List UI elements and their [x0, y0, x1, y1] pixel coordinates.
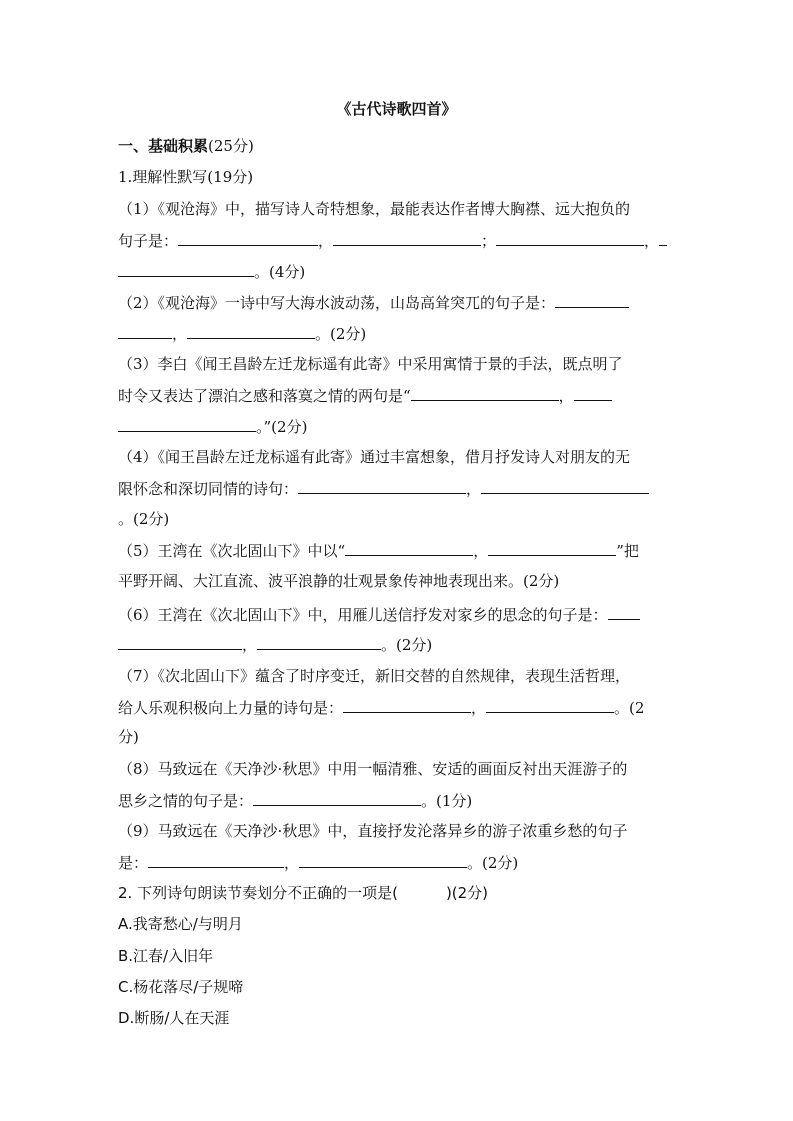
- separator: ，: [466, 480, 482, 498]
- item-7-line-3: 分): [118, 728, 139, 746]
- item-4-prompt: 限怀念和深切同情的诗句：: [118, 480, 299, 498]
- separator: ，: [242, 636, 258, 654]
- option-b[interactable]: B.江春/入旧年: [118, 947, 214, 965]
- answer-blank[interactable]: [659, 230, 667, 246]
- section-score: (25分): [208, 137, 254, 155]
- option-c[interactable]: C.杨花落尽/子规啼: [118, 978, 244, 996]
- answer-blank[interactable]: [555, 292, 629, 308]
- item-9-line-2: [118, 852, 518, 874]
- item-6-prompt: （6）王湾在《次北固山下》中，用雁儿送信抒发对家乡的思念的句子是：: [118, 606, 608, 624]
- item-2-prompt: （2）《观沧海》一诗中写大海水波动荡，山岛高耸突兀的句子是：: [118, 294, 556, 312]
- item-2-line-1: [118, 292, 629, 314]
- item-4-line-1: （4）《闻王昌龄左迁龙标遥有此寄》通过丰富想象，借月抒发诗人对朋友的无: [118, 448, 631, 466]
- separator: ，: [473, 542, 489, 560]
- item-5-line-1: [118, 540, 639, 562]
- answer-blank[interactable]: [253, 790, 421, 806]
- item-3-line-1: （3）李白《闻王昌龄左迁龙标遥有此寄》中采用寓情于景的手法，既点明了: [118, 355, 623, 373]
- answer-blank[interactable]: [257, 634, 381, 650]
- answer-blank[interactable]: [333, 230, 481, 246]
- item-3-line-3: [118, 416, 307, 438]
- question-2-score: )(2分): [445, 884, 489, 902]
- option-a[interactable]: A.我寄愁心/与明月: [118, 915, 243, 933]
- item-1-line-2: [118, 230, 667, 252]
- item-5-suffix: ”把: [616, 542, 639, 560]
- question-1-heading: 1.理解性默写(19分): [118, 168, 254, 186]
- separator: ，: [284, 854, 300, 872]
- answer-blank[interactable]: [118, 634, 242, 650]
- item-6-line-1: [118, 604, 640, 626]
- answer-blank[interactable]: [496, 230, 644, 246]
- answer-blank[interactable]: [345, 540, 473, 556]
- separator: ，: [318, 232, 334, 250]
- answer-blank[interactable]: [299, 852, 467, 868]
- item-8-prompt: 思乡之情的句子是：: [118, 792, 254, 810]
- answer-blank[interactable]: [481, 478, 649, 494]
- item-5-line-2: 平野开阔、大江直流、波平浪静的壮观景象传神地表现出来。(2分): [118, 572, 560, 590]
- answer-blank[interactable]: [118, 323, 172, 339]
- item-9-line-1: （9）马致远在《天净沙·秋思》中，直接抒发沦落异乡的游子浓重乡愁的句子: [118, 822, 628, 840]
- item-1-line-3: [118, 261, 305, 283]
- answer-blank[interactable]: [118, 261, 254, 277]
- answer-blank[interactable]: [187, 323, 315, 339]
- item-score: 。(2分): [381, 636, 433, 654]
- answer-blank[interactable]: [178, 230, 318, 246]
- item-5-prompt: （5）王湾在《次北固山下》中以“: [118, 542, 346, 560]
- answer-blank[interactable]: [343, 697, 471, 713]
- item-1-prompt: 句子是：: [118, 232, 179, 250]
- answer-blank[interactable]: [488, 540, 616, 556]
- option-d[interactable]: D.断肠/人在天涯: [118, 1009, 230, 1027]
- answer-blank[interactable]: [411, 385, 559, 401]
- item-score: 。(2: [614, 699, 645, 717]
- item-3-line-2: [118, 385, 612, 407]
- item-8-line-1: （8）马致远在《天净沙·秋思》中用一幅清雅、安适的画面反衬出天涯游子的: [118, 760, 628, 778]
- separator: ；: [481, 232, 497, 250]
- item-4-line-2: [118, 478, 649, 500]
- answer-blank[interactable]: [486, 697, 614, 713]
- page-title: 《古代诗歌四首》: [336, 100, 457, 118]
- item-6-line-2: [118, 634, 432, 656]
- item-score: 。(4分): [254, 263, 306, 281]
- item-7-line-2: [118, 697, 644, 719]
- separator: ，: [644, 232, 660, 250]
- section-heading: [118, 136, 254, 158]
- separator: ，: [471, 699, 487, 717]
- item-score: 。(2分): [315, 325, 367, 343]
- answer-blank[interactable]: [608, 604, 640, 620]
- item-1-line-1: （1）《观沧海》中，描写诗人奇特想象，最能表达作者博大胸襟、远大抱负的: [118, 200, 631, 218]
- answer-blank[interactable]: [118, 416, 256, 432]
- item-score: 。(2分): [467, 854, 519, 872]
- item-7-line-1: （7）《次北固山下》蕴含了时序变迁，新旧交替的自然规律，表现生活哲理，: [118, 667, 631, 685]
- item-score: 。”(2分): [256, 418, 308, 436]
- item-3-prompt: 时令又表达了漂泊之感和落寞之情的两句是“: [118, 387, 411, 405]
- item-4-line-3: 。(2分): [118, 510, 170, 528]
- answer-blank[interactable]: [298, 478, 466, 494]
- item-7-prompt: 给人乐观积极向上力量的诗句是：: [118, 699, 344, 717]
- separator: ，: [172, 325, 188, 343]
- answer-blank[interactable]: [148, 852, 284, 868]
- question-2-stem: [118, 883, 488, 905]
- item-2-line-2: [118, 323, 366, 345]
- item-9-prompt: 是：: [118, 854, 149, 872]
- question-2-text: 2. 下列诗句朗读节奏划分不正确的一项是(: [118, 884, 398, 902]
- item-8-line-2: [118, 790, 472, 812]
- answer-blank[interactable]: [574, 385, 612, 401]
- section-heading-label: 一、基础积累: [118, 137, 209, 155]
- separator: ，: [558, 387, 574, 405]
- item-score: 。(1分): [421, 792, 473, 810]
